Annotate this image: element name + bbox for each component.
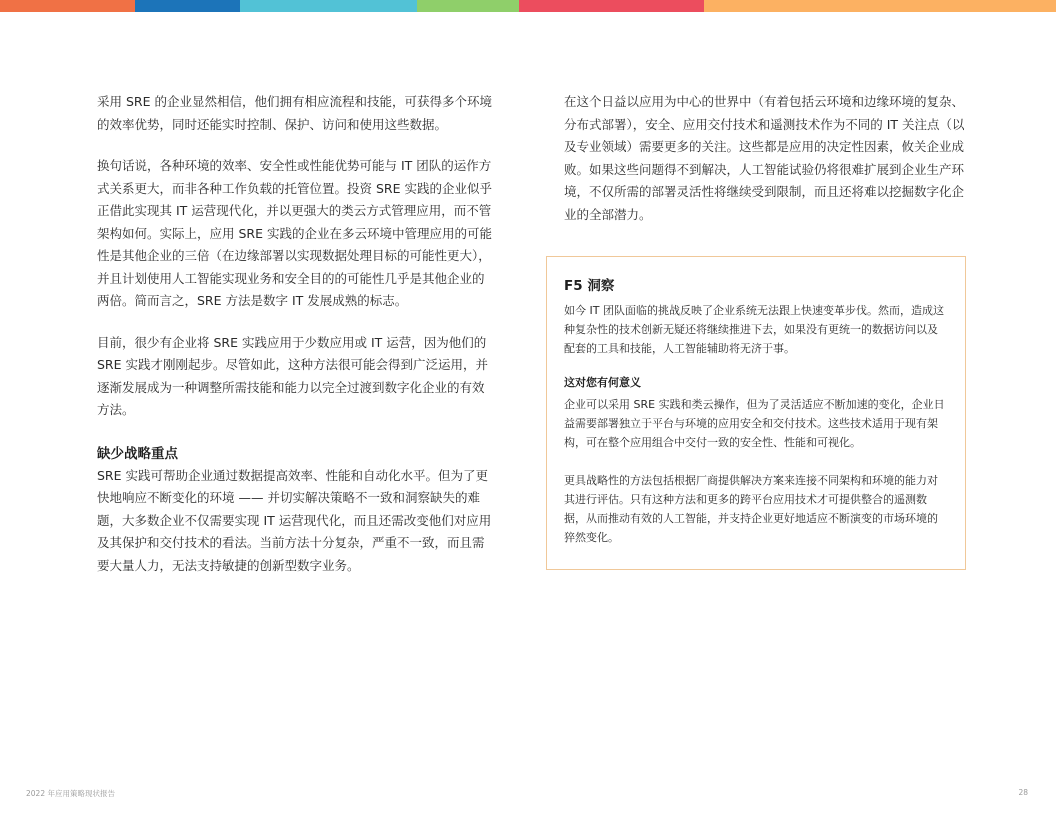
left-paragraph-3: 目前，很少有企业将 SRE 实践应用于少数应用或 IT 运营，因为他们的 SRE 实践才刚刚起步。尽管如此，这种方法很可能会得到广泛运用，并逐渐发展成为一种调整所需技能和能力以完全过渡到数字化企业的有效方法。 — [97, 334, 488, 417]
right-column — [564, 91, 970, 226]
left-paragraph-1: 采用 SRE 的企业显然相信，他们拥有相应流程和技能，可获得多个环境的效率优势，同时还能实时控制、保护、访问和使用这些数据。 — [97, 94, 492, 132]
insight-title: F5 洞察 — [564, 278, 615, 294]
section-heading: 缺少战略重点 — [97, 445, 178, 462]
f5-insight-box — [546, 256, 966, 570]
insight-paragraph-3: 更具战略性的方法包括根据厂商提供解决方案来连接不同架构和环境的能力对其进行评估。只有这种方法和更多的跨平台应用技术才可提供整合的遥测数据，从而推动有效的人工智能，并支持企业更好地适应不断演变的市场环境的猝然变化。 — [564, 474, 938, 544]
stripe-blue — [135, 0, 240, 12]
stripe-orange — [0, 0, 135, 12]
right-paragraph-1: 在这个日益以应用为中心的世界中（有着包括云环境和边缘环境的复杂、分布式部署），安全、应用交付技术和遥测技术作为不同的 IT 关注点（以及专业领域）需要更多的关注。这些都是应用的决定性因素，攸关企业成败。如果这些问题得不到解决，人工智能试验仍将很难扩展到企业生产环境，不仅所需的部署灵活性将继续受到限制，而且还将难以挖掘数字化企业的全部潜力。 — [564, 94, 965, 222]
stripe-teal — [240, 0, 417, 12]
footer-report-title: 2022 年应用策略现状报告 — [26, 789, 115, 798]
insight-paragraph-1: 如今 IT 团队面临的挑战反映了企业系统无法跟上快速变革步伐。然而，造成这种复杂性的技术创新无疑还将继续推进下去，如果没有更统一的数据访问以及配套的工具和技能，人工智能辅助将无济于事。 — [564, 304, 944, 355]
left-paragraph-4: SRE 实践可帮助企业通过数据提高效率、性能和自动化水平。但为了更快地响应不断变化的环境 —— 并切实解决策略不一致和洞察缺失的难题，大多数企业不仅需要实现 IT 运营现代化，而且还需改变他们对应用及其保护和交付技术的看法。当前方法十分复杂，严重不一致，而且需要大量人力，无法支持敏捷的创新型数字业务。 — [97, 467, 492, 573]
stripe-light-orange — [704, 0, 1056, 12]
left-column — [97, 91, 495, 577]
insight-paragraph-2: 企业可以采用 SRE 实践和类云操作，但为了灵活适应不断加速的变化，企业日益需要部署独立于平台与环境的应用安全和交付技术。这些技术适用于现有架构，可在整个应用组合中交付一致的安全性、性能和可视化。 — [564, 398, 945, 449]
stripe-green — [417, 0, 519, 12]
color-stripe-bar — [0, 0, 1056, 12]
left-paragraph-2: 换句话说，各种环境的效率、安全性或性能优势可能与 IT 团队的运作方式关系更大，而非各种工作负载的托管位置。投资 SRE 实践的企业似乎正借此实现其 IT 运营现代化，并以更强大的类云方式管理应用，而不管架构如何。实际上，应用 SRE 实践的企业在多云环境中管理应用的可能性是其他企业的三倍（在边缘部署以实现数据处理目标的可能性更大），并且计划使用人工智能实现业务和安全目的的可能性几乎是其他企业的两倍。简而言之，SRE 方法是数字 IT 发展成熟的标志。 — [97, 158, 492, 308]
insight-subheading: 这对您有何意义 — [564, 376, 641, 389]
footer-page-number: 28 — [1018, 788, 1028, 797]
stripe-red — [519, 0, 704, 12]
